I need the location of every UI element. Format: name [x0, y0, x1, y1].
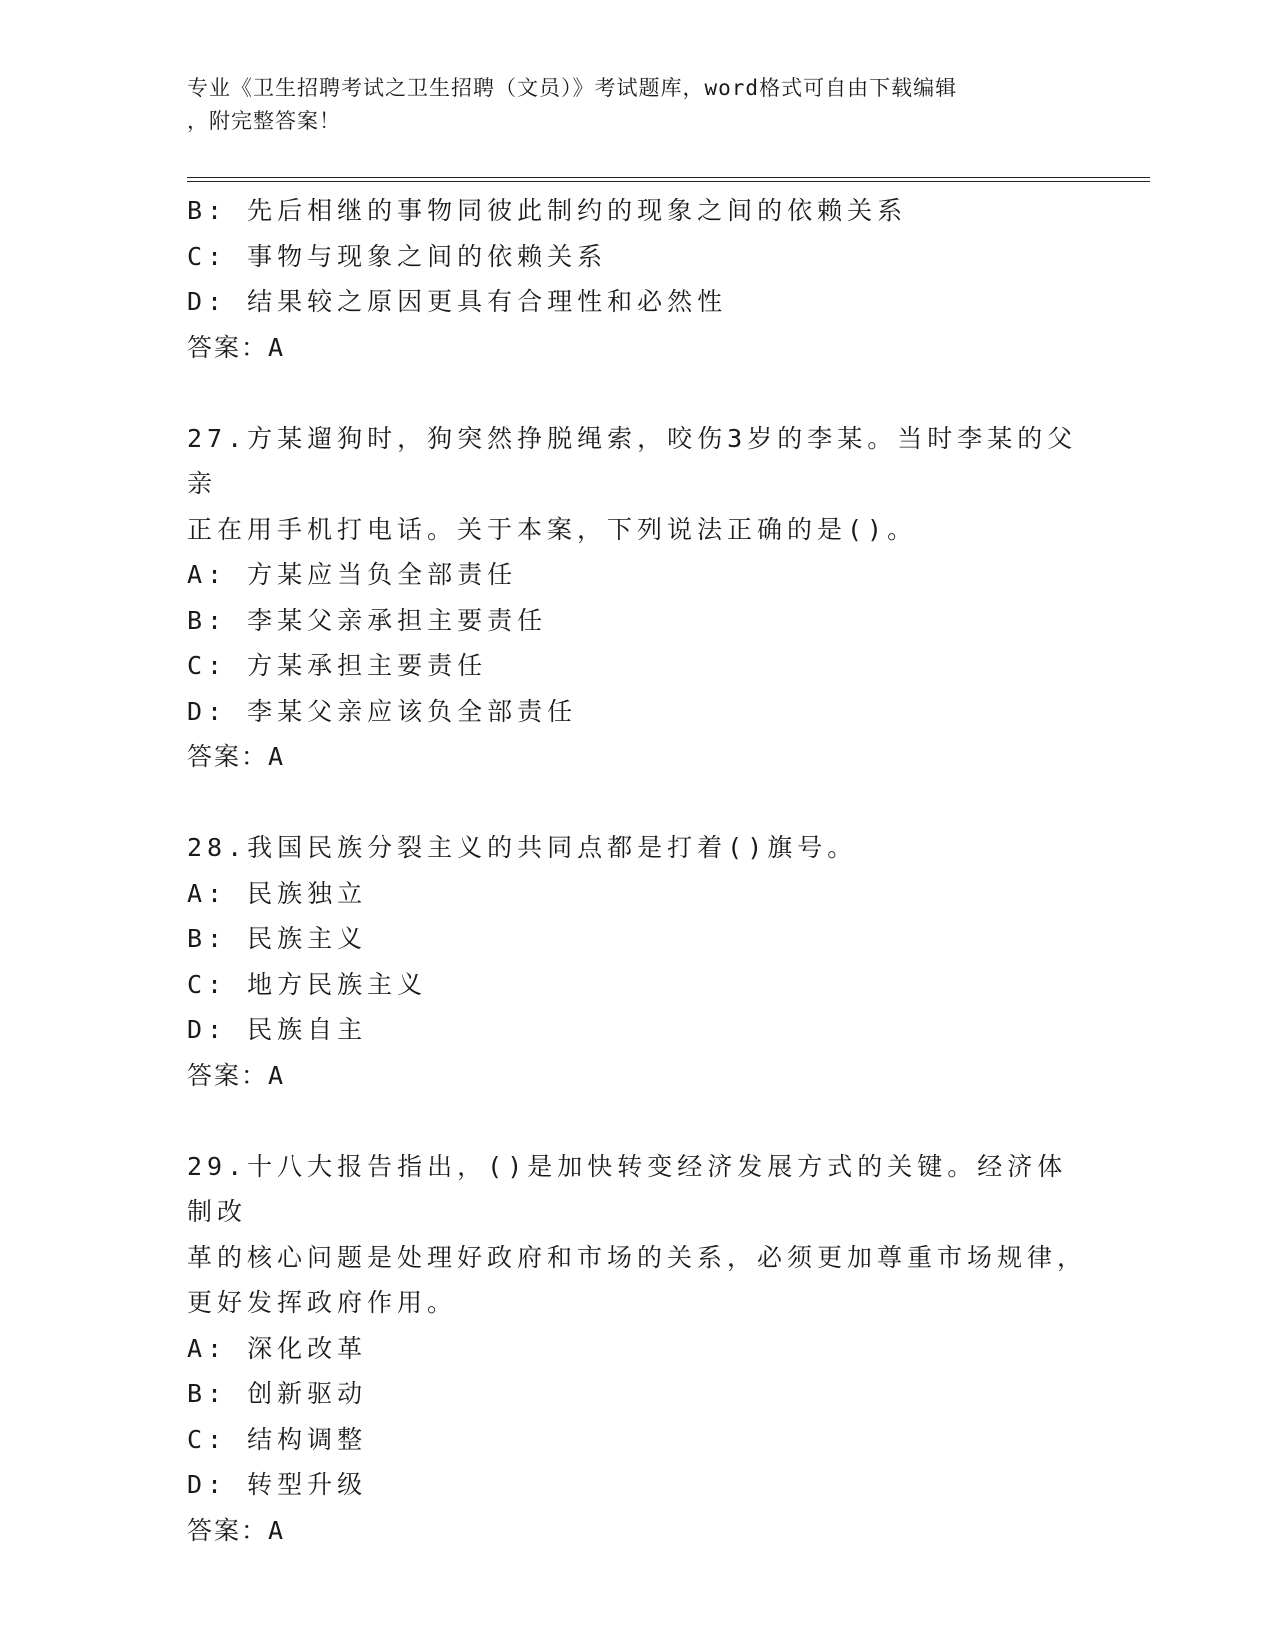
option-c: C: 方某承担主要责任 [187, 651, 488, 680]
answer-line: 答案：A [187, 1515, 286, 1545]
partial-question-25 [187, 188, 1087, 370]
option-b: B: 民族主义 [187, 924, 368, 953]
question-27 [187, 416, 1087, 780]
option-a: A: 民族独立 [187, 878, 368, 908]
option-b: B: 先后相继的事物同彼此制约的现象之间的依赖关系 [187, 196, 908, 225]
question-stem: 革的核心问题是处理好政府和市场的关系，必须更加尊重市场规律， [187, 1242, 1088, 1272]
option-c: C: 地方民族主义 [187, 969, 428, 999]
option-d: D: 李某父亲应该负全部责任 [187, 696, 578, 726]
question-stem: 正在用手机打电话。关于本案，下列说法正确的是()。 [187, 514, 918, 544]
option-a: A: 深化改革 [187, 1333, 368, 1363]
option-d: D: 转型升级 [187, 1470, 368, 1499]
header-line: ，附完整答案！ [187, 109, 341, 133]
option-b: B: 创新驱动 [187, 1379, 368, 1408]
answer-line: 答案：A [187, 332, 286, 362]
option-a: A: 方某应当负全部责任 [187, 560, 518, 589]
header-line: 专业《卫生招聘考试之卫生招聘（文员）》考试题库，word格式可自由下载编辑 [187, 76, 958, 100]
question-content [187, 188, 1087, 1553]
option-b: B: 李某父亲承担主要责任 [187, 605, 548, 635]
option-d: D: 民族自主 [187, 1015, 368, 1044]
question-stem: 28.我国民族分裂主义的共同点都是打着()旗号。 [187, 833, 858, 862]
option-c: C: 结构调整 [187, 1424, 368, 1454]
question-28 [187, 825, 1087, 1098]
header-divider [187, 177, 1150, 182]
question-29 [187, 1144, 1087, 1554]
question-stem: 27.方某遛狗时，狗突然挣脱绳索，咬伤3岁的李某。当时李某的父亲 [187, 423, 1078, 498]
answer-line: 答案：A [187, 742, 286, 771]
question-stem: 更好发挥政府作用。 [187, 1288, 458, 1317]
option-c: C: 事物与现象之间的依赖关系 [187, 241, 608, 271]
document-header [187, 72, 1087, 138]
answer-line: 答案：A [187, 1060, 286, 1090]
option-d: D: 结果较之原因更具有合理性和必然性 [187, 287, 728, 316]
question-stem: 29.十八大报告指出，()是加快转变经济发展方式的关键。经济体制改 [187, 1151, 1068, 1226]
